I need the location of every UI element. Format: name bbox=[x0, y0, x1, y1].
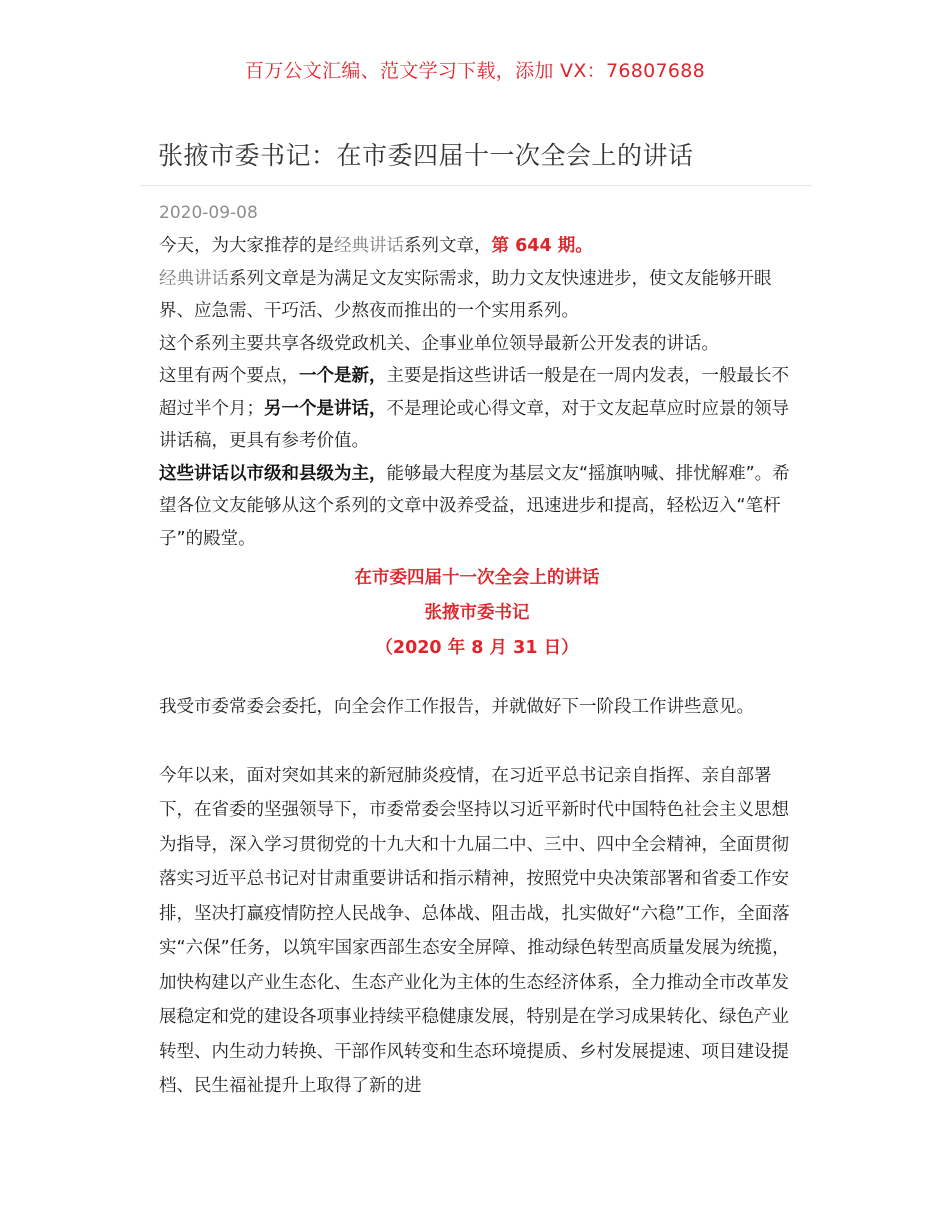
intro-paragraph-3: 这个系列主要共享各级党政机关、企事业单位领导最新公开发表的讲话。 bbox=[159, 333, 719, 354]
intro-paragraph-4 bbox=[159, 360, 795, 458]
speech-speaker: 张掖市委书记 bbox=[424, 603, 530, 623]
speech-paragraph-2: 今年以来，面对突如其来的新冠肺炎疫情，在习近平总书记亲自指挥、亲自部署下，在省委的坚强领导下，市委常委会坚持以习近平新时代中国特色社会主义思想为指导，深入学习贯彻党的十九大和十九届二中、三中、四中全会精神，全面贯彻落实习近平总书记对甘肃重要讲话和指示精神，按照党中央决策部署和省委工作安排，坚决打赢疫情防控人民战争、总体战、阻击战，扎实做好“六稳”工作，全面落实“六保”任务，以筑牢国家西部生态安全屏障、推动绿色转型高质量发展为统揽，加快构建以产业生态化、生态产业化为主体的生态经济体系，全力推动全市改革发展稳定和党的建设各项事业持续平稳健康发展，特别是在学习成果转化、绿色产业转型、内生动力转换、干部作风转变和生态环境提质、乡村发展提速、项目建设提档、民生福祉提升上取得了新的进 bbox=[159, 765, 790, 1096]
intro-text: 今天，为大家推荐的是 bbox=[159, 236, 334, 256]
intro-text: 这里有两个要点， bbox=[159, 366, 299, 386]
series-name: 经典讲话 bbox=[159, 268, 229, 289]
key-point-2: 另一个是讲话， bbox=[264, 398, 387, 419]
issue-number: 第 644 期。 bbox=[491, 236, 593, 256]
article-body bbox=[159, 230, 795, 1104]
key-point-1: 一个是新， bbox=[299, 366, 387, 386]
series-name: 经典讲话 bbox=[334, 236, 404, 256]
intro-text: 能够最大程度为基层文友“摇旗呐喊、排忧解难”。希望各位文友能够从这个系列的文章中汲养受益，迅速进步和提高，轻松迈入“笔杆子”的殿堂。 bbox=[159, 463, 790, 549]
intro-text: 主要是指这些讲话一般是在一周内发表，一般最长不超过半个月； bbox=[159, 366, 789, 419]
article-title: 张掖市委书记：在市委四届十一次全会上的讲话 bbox=[158, 141, 694, 170]
speech-heading: 在市委四届十一次全会上的讲话 bbox=[354, 568, 600, 588]
intro-paragraph-5 bbox=[159, 458, 795, 556]
intro-paragraph-2 bbox=[159, 263, 795, 328]
speech-date: （2020 年 8 月 31 日） bbox=[375, 638, 579, 658]
speech-paragraph-1: 我受市委常委会委托，向全会作工作报告，并就做好下一阶段工作讲些意见。 bbox=[159, 697, 754, 717]
intro-paragraph-1 bbox=[159, 230, 795, 263]
title-divider bbox=[140, 185, 812, 186]
key-point-3: 这些讲话以市级和县级为主， bbox=[159, 463, 387, 484]
intro-text: 系列文章， bbox=[404, 236, 492, 256]
watermark-banner: 百万公文汇编、范文学习下载，添加 VX：76807688 bbox=[244, 60, 706, 82]
publish-date: 2020-09-08 bbox=[159, 203, 258, 223]
intro-text: 不是理论或心得文章，对于文友起草应时应景的领导讲话稿，更具有参考价值。 bbox=[159, 398, 789, 451]
intro-text: 系列文章是为满足文友实际需求，助力文友快速进步，使文友能够开眼界、应急需、干巧活、少熬夜而推出的一个实用系列。 bbox=[159, 268, 772, 321]
